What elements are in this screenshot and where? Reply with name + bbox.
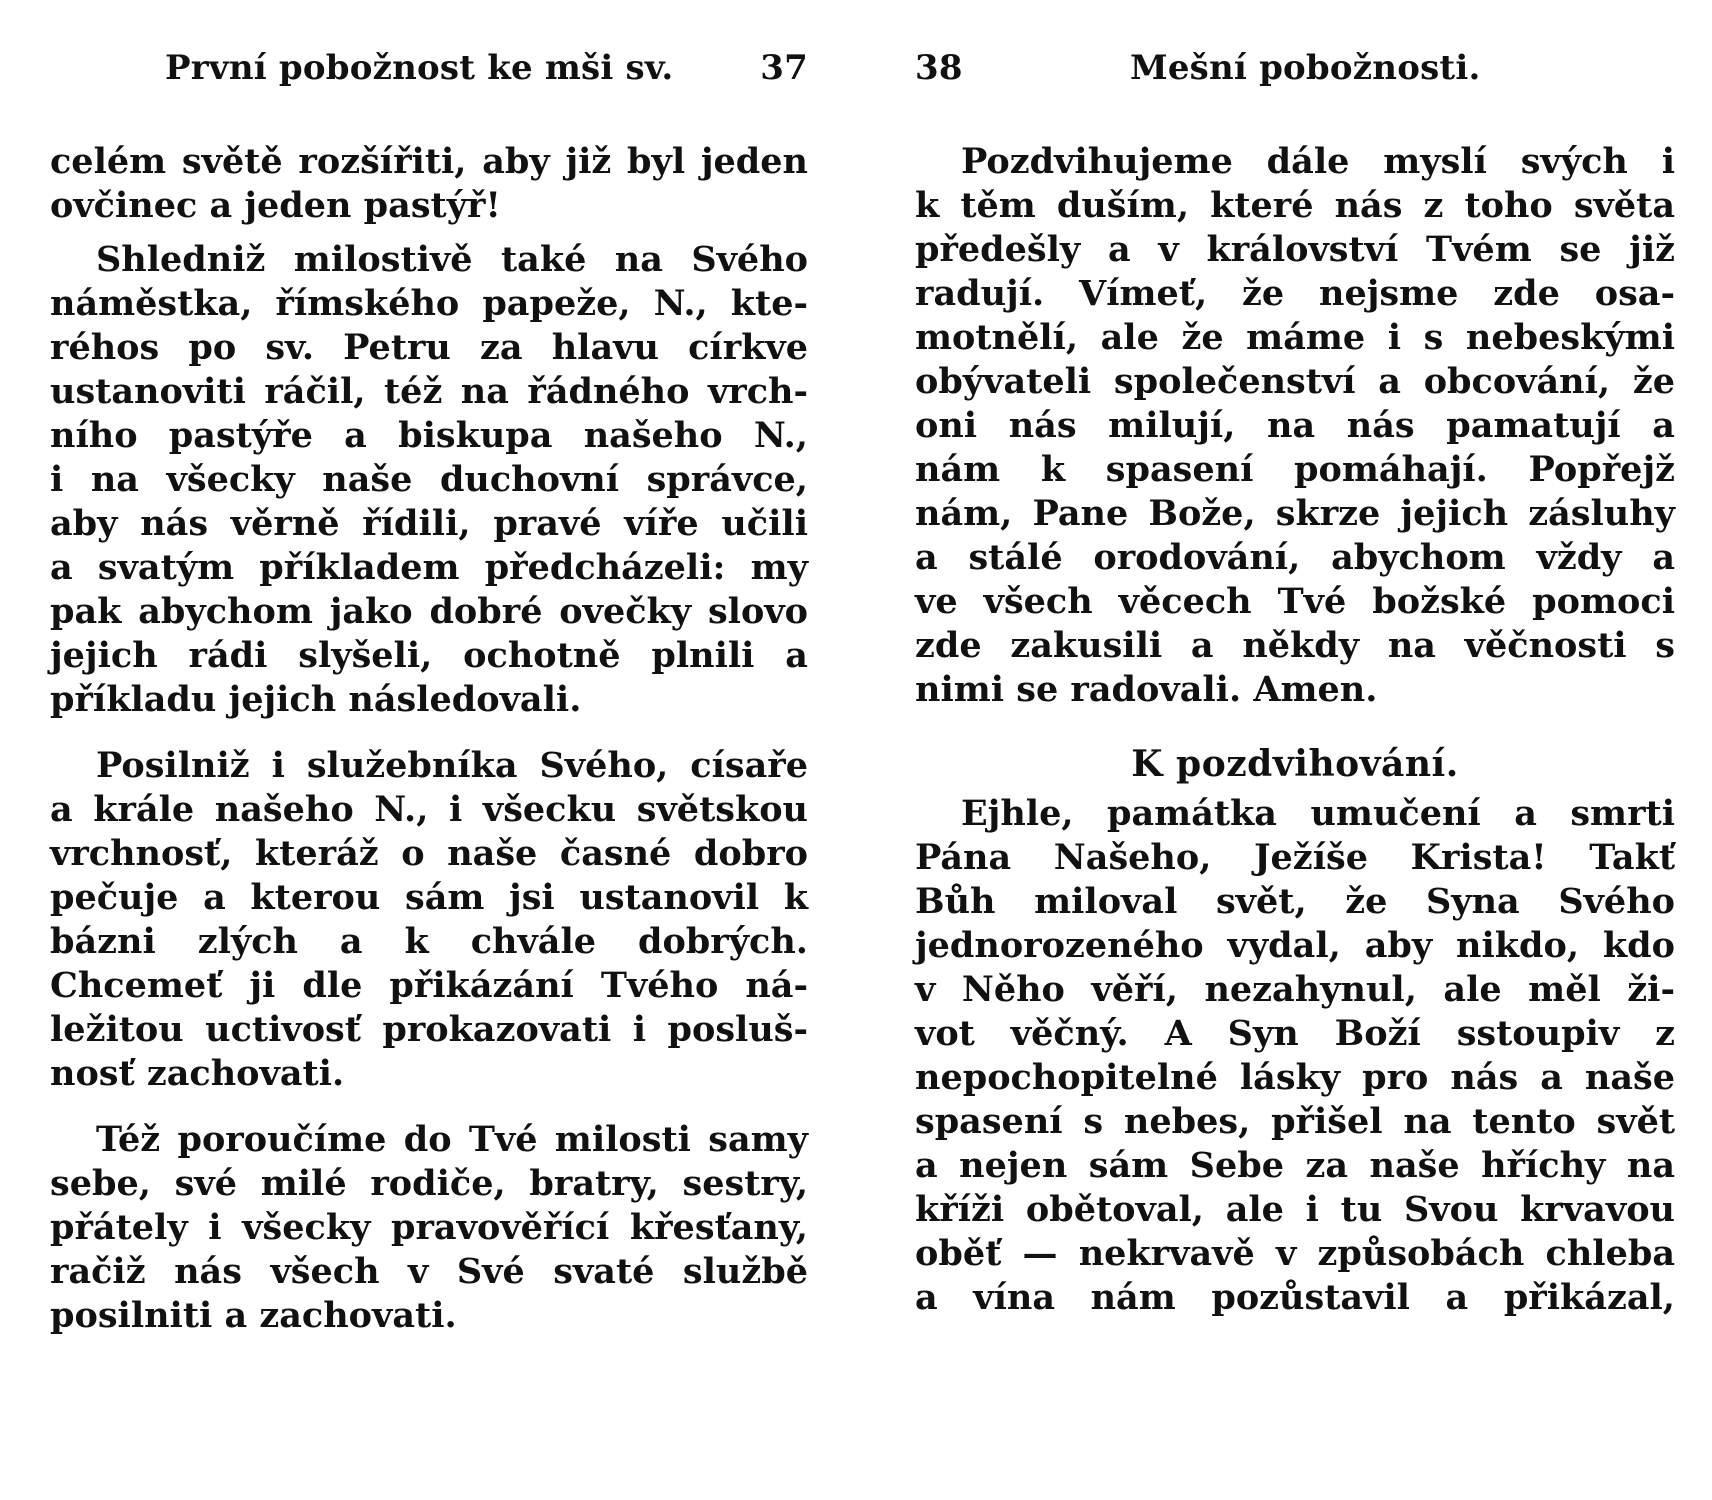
text-line: Shledniž milostivě také na Svého xyxy=(96,239,808,280)
left-running-head xyxy=(50,48,808,100)
right-paragraph-1 xyxy=(915,140,1675,712)
text-line: a nejen sám Sebe za naše hříchy na xyxy=(915,1145,1675,1186)
text-line: Chcemeť ji dle přikázání Tvého ná- xyxy=(50,965,808,1006)
left-paragraph-4 xyxy=(50,1118,808,1338)
text-line: sebe, své milé rodiče, bratry, sestry, xyxy=(50,1163,808,1204)
right-running-title: Mešní pobožnosti. xyxy=(1130,48,1481,88)
text-line: Pána Našeho, Ježíše Krista! Takť xyxy=(915,837,1675,878)
text-line: nepochopitelné lásky pro nás a naše xyxy=(915,1057,1675,1098)
text-line: nám, Pane Bože, skrze jejich zásluhy xyxy=(915,493,1675,534)
text-line: vrchnosť, kteráž o naše časné dobro xyxy=(50,833,808,874)
text-line: oni nás milují, na nás pamatují a xyxy=(915,405,1675,446)
text-line: a stálé orodování, abychom vždy a xyxy=(915,537,1675,578)
text-line: Pozdvihujeme dále myslí svých i xyxy=(961,141,1675,182)
text-line: Posilniž i služebníka Svého, císaře xyxy=(96,745,808,786)
text-line: pak abychom jako dobré ovečky slovo xyxy=(50,591,808,632)
left-body-text xyxy=(50,140,808,1338)
left-paragraph-1 xyxy=(50,140,808,228)
text-line: i na všecky naše duchovní správce, xyxy=(50,459,808,500)
text-line: vot věčný. A Syn Boží sstoupiv z xyxy=(915,1013,1675,1054)
text-line: spasení s nebes, přišel na tento svět xyxy=(915,1101,1675,1142)
text-line: zde zakusili a někdy na věčnosti s xyxy=(915,625,1675,666)
text-line: a svatým příkladem předcházeli: my xyxy=(50,547,808,588)
text-line: radují. Vímeť, že nejsme zde osa- xyxy=(915,273,1675,314)
left-paragraph-2 xyxy=(50,238,808,722)
right-paragraph-2 xyxy=(915,792,1675,1320)
right-body-text xyxy=(915,140,1675,1320)
text-line: a krále našeho N., i všecku světskou xyxy=(50,789,808,830)
text-line: motnělí, ale že máme i s nebeskými xyxy=(915,317,1675,358)
text-line: jednorozeného vydal, aby nikdo, kdo xyxy=(915,925,1675,966)
text-line: ležitou uctivosť prokazovati i posluš- xyxy=(50,1009,808,1050)
text-line: obývateli společenství a obcování, že xyxy=(915,361,1675,402)
text-line: příkladu jejich následovali. xyxy=(50,679,582,720)
text-line: Ejhle, památka umučení a smrti xyxy=(961,793,1675,834)
text-line: ve všech věcech Tvé božské pomoci xyxy=(915,581,1675,622)
text-line: posilniti a zachovati. xyxy=(50,1295,457,1336)
text-line: náměstka, římského papeže, N., kte- xyxy=(50,283,808,324)
text-line: réhos po sv. Petru za hlavu církve xyxy=(50,327,808,368)
text-line: celém světě rozšířiti, aby již byl jeden xyxy=(50,141,808,182)
left-page xyxy=(50,0,808,1500)
left-page-number: 37 xyxy=(760,48,808,88)
section-heading: K pozdvihování. xyxy=(1131,743,1459,785)
text-line: nám k spasení pomáhají. Popřejž xyxy=(915,449,1675,490)
left-running-title: První pobožnost ke mši sv. xyxy=(165,48,674,88)
text-line: v Něho věří, nezahynul, ale měl ži- xyxy=(915,969,1675,1010)
text-line: předešly a v království Tvém se již xyxy=(915,229,1675,270)
text-line: a vína nám pozůstavil a přikázal, xyxy=(915,1277,1675,1318)
text-line: k těm duším, které nás z toho světa xyxy=(915,185,1675,226)
text-line: nimi se radovali. Amen. xyxy=(915,669,1378,710)
left-paragraph-3 xyxy=(50,744,808,1096)
text-line: Též poroučíme do Tvé milosti samy xyxy=(96,1119,808,1160)
text-line: bázni zlých a k chvále dobrých. xyxy=(50,921,808,962)
text-line: aby nás věrně řídili, pravé víře učili xyxy=(50,503,808,544)
text-line: ustanoviti ráčil, též na řádného vrch- xyxy=(50,371,808,412)
text-line: nosť zachovati. xyxy=(50,1053,345,1094)
right-page xyxy=(915,0,1675,1500)
text-line: ovčinec a jeden pastýř! xyxy=(50,185,501,226)
text-line: kříži obětoval, ale i tu Svou krvavou xyxy=(915,1189,1675,1230)
text-line: oběť — nekrvavě v způsobách chleba xyxy=(915,1233,1675,1274)
text-line: Bůh miloval svět, že Syna Svého xyxy=(915,881,1675,922)
text-line: pečuje a kterou sám jsi ustanovil k xyxy=(50,877,808,918)
text-line: račiž nás všech v Své svaté službě xyxy=(50,1251,808,1292)
text-line: jejich rádi slyšeli, ochotně plnili a xyxy=(50,635,808,676)
right-page-number: 38 xyxy=(915,48,963,88)
text-line: přátely i všecky pravověřící křesťany, xyxy=(50,1207,808,1248)
right-running-head xyxy=(915,48,1675,100)
text-line: ního pastýře a biskupa našeho N., xyxy=(50,415,808,456)
